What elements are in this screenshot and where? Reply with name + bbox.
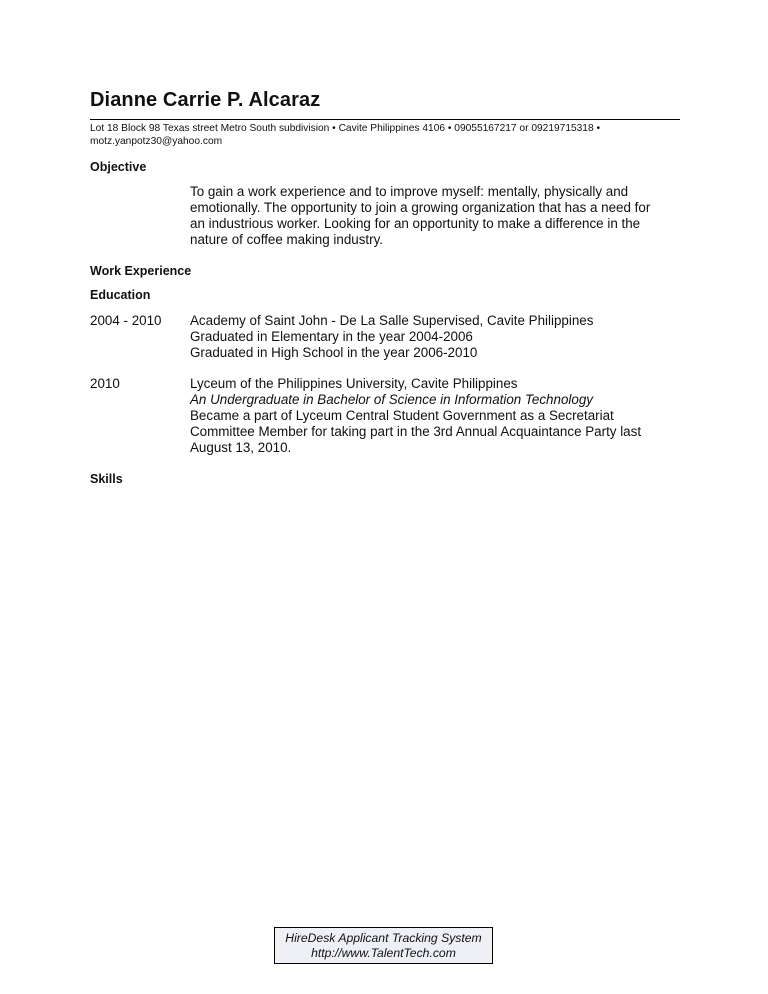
footer-box: [274, 927, 493, 964]
education-entry: [190, 313, 680, 361]
contact-info: [90, 122, 682, 148]
footer-system-name: HireDesk Applicant Tracking System: [285, 931, 482, 945]
objective-text: [190, 184, 680, 248]
objective-heading: Objective: [90, 160, 147, 174]
header-divider: [90, 119, 680, 120]
objective-line: an industrious worker. Looking for an opportunity to make a difference in the: [190, 216, 641, 231]
education-date: 2010: [90, 376, 120, 391]
education-degree: An Undergraduate in Bachelor of Science in Information Technology: [190, 392, 593, 407]
contact-address-phone: Lot 18 Block 98 Texas street Metro South subdivision • Cavite Philippines 4106 • 09055167217 or 09219715318 •: [90, 123, 601, 134]
objective-line: To gain a work experience and to improve myself: mentally, physically and: [190, 184, 629, 199]
work-experience-heading: Work Experience: [90, 264, 192, 278]
education-detail: Graduated in Elementary in the year 2004-2006: [190, 329, 473, 344]
footer-url[interactable]: http://www.TalentTech.com: [311, 946, 456, 960]
skills-heading: Skills: [90, 472, 123, 486]
education-detail: Became a part of Lyceum Central Student Government as a Secretariat: [190, 408, 614, 423]
education-detail: August 13, 2010.: [190, 440, 292, 455]
applicant-name: Dianne Carrie P. Alcaraz: [90, 89, 321, 111]
education-school: Academy of Saint John - De La Salle Supervised, Cavite Philippines: [190, 313, 594, 328]
objective-line: nature of coffee making industry.: [190, 232, 384, 247]
education-heading: Education: [90, 288, 151, 302]
education-detail: Graduated in High School in the year 2006-2010: [190, 345, 478, 360]
contact-email: motz.yanpotz30@yahoo.com: [90, 136, 223, 147]
education-date: 2004 - 2010: [90, 313, 162, 328]
education-detail: Committee Member for taking part in the 3rd Annual Acquaintance Party last: [190, 424, 642, 439]
education-entry: [190, 376, 680, 456]
education-school: Lyceum of the Philippines University, Cavite Philippines: [190, 376, 518, 391]
objective-line: emotionally. The opportunity to join a growing organization that has a need for: [190, 200, 651, 215]
